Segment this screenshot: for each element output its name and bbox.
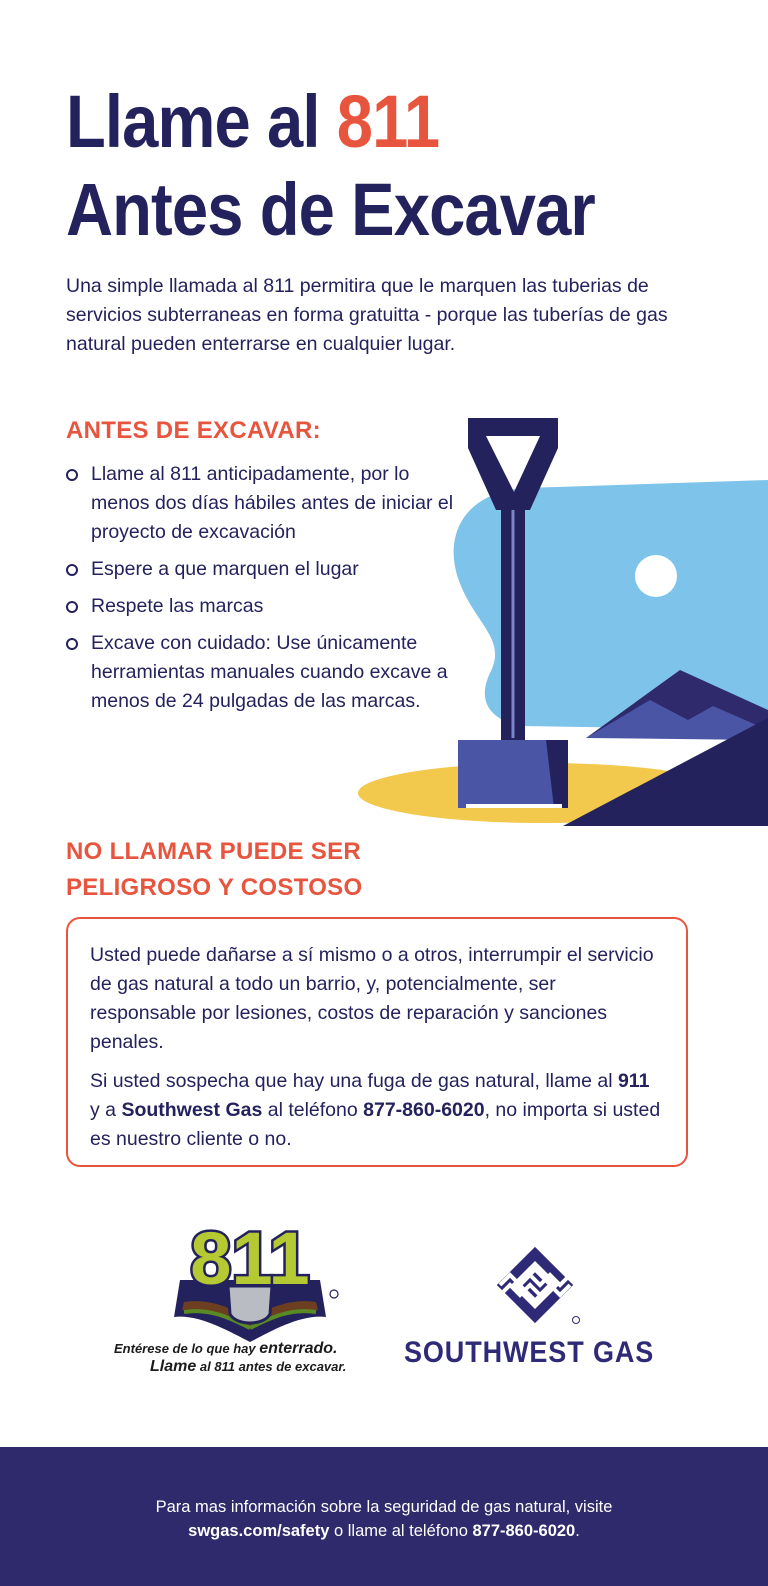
list-item: Espere a que marquen el lugar [66,555,466,584]
southwest-gas-wordmark: SOUTHWEST GAS [404,1336,655,1369]
footer [0,1447,768,1586]
811-logo-icon [150,1222,350,1342]
sun-icon [635,555,677,597]
southwest-gas-emblem-icon [490,1240,580,1330]
logo-southwest-gas [400,1240,670,1380]
bullet-icon [66,601,78,613]
list-item: Respete las marcas [66,592,466,621]
warning-paragraph-2: Si usted sospecha que hay una fuga de gas natural, llame al 911 y a Southwest Gas al teléfono 877-860-6020, no importa si usted es nuestro cliente o no. [90,1070,661,1150]
title-line1-prefix: Llame al [66,80,337,163]
footer-line-2: swgas.com/safety o llame al teléfono 877-860-6020. [188,1522,580,1540]
warning-paragraph-1: Usted puede dañarse a sí mismo o a otros, interrumpir el servicio de gas natural a todo un barrio, y, potencialmente, ser responsable por lesiones, costos de reparación y sanciones penales. [90,944,654,1053]
footer-url-link[interactable]: swgas.com/safety [188,1522,330,1540]
list-item: Excave con cuidado: Use únicamente herramientas manuales cuando excave a menos de 24 pulgadas de las marcas. [66,629,466,716]
list-item: Llame al 811 anticipadamente, por lo menos dos días hábiles antes de iniciar el proyecto de excavación [66,460,466,547]
title-811: 811 [336,80,440,163]
title-line2: Antes de Excavar [66,168,595,251]
bullet-icon [66,564,78,576]
danger-heading: NO LLAMAR PUEDE SER PELIGROSO Y COSTOSO [66,838,363,901]
bullet-icon [66,469,78,481]
svg-text:811: 811 [190,1222,310,1300]
before-heading: ANTES DE EXCAVAR: [66,417,321,444]
page-title [66,78,595,254]
bullet-icon [66,638,78,650]
shovel-illustration [358,418,768,826]
logo-811 [110,1222,350,1382]
811-tagline-1: Entérese de lo que hay enterrado. [114,1340,338,1357]
intro-text: Una simple llamada al 811 permitira que le marquen las tuberias de servicios subterraneas en forma gratuitta - porque las tuberías de gas natural pueden enterrarse en cualquier lugar. [66,275,668,355]
footer-line-1: Para mas información sobre la seguridad de gas natural, visite [155,1498,613,1516]
811-tagline-2: Llame al 811 antes de excavar. [150,1358,347,1375]
footer-phone: 877-860-6020 [472,1522,576,1540]
warning-box [66,917,688,1167]
